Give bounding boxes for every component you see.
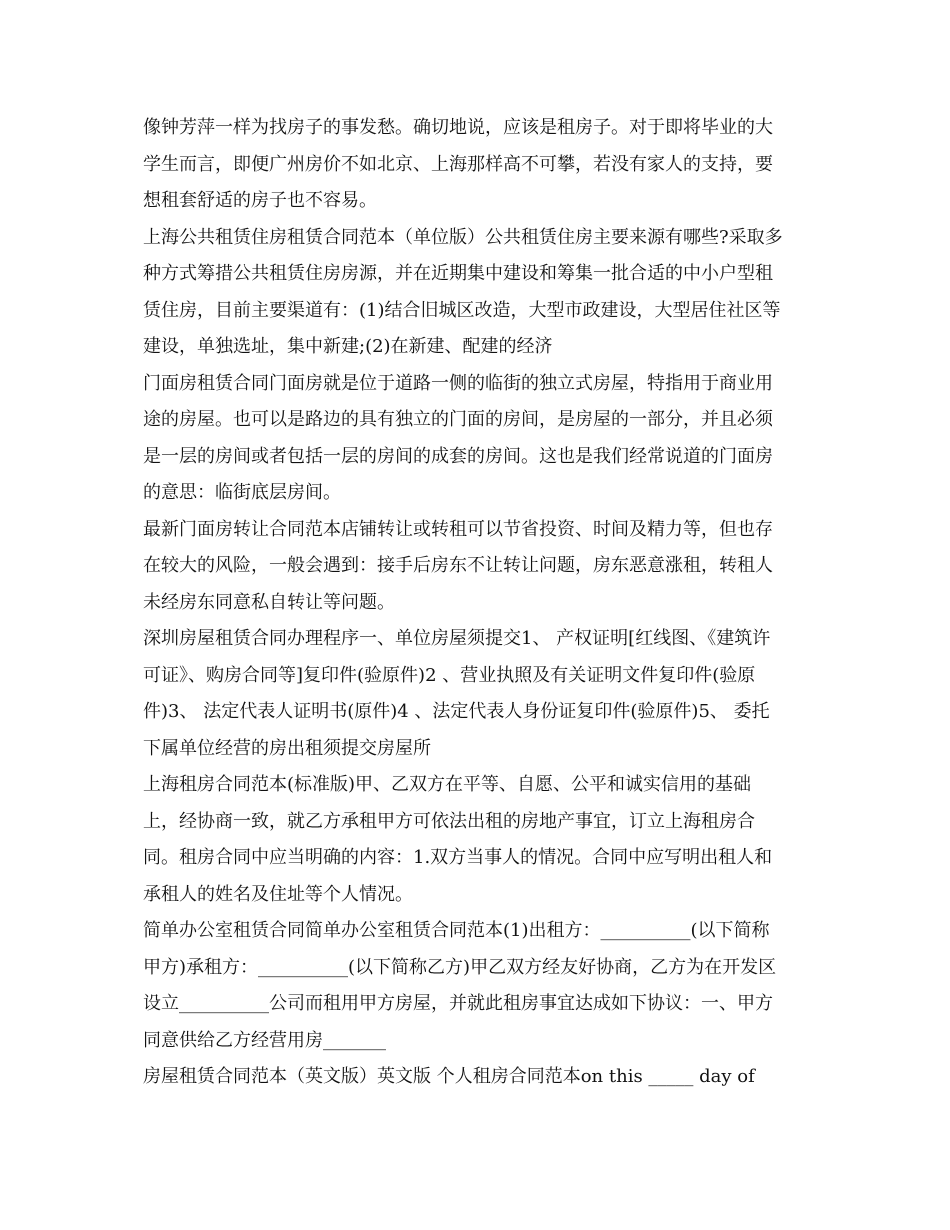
text-line: 种方式筹措公共租赁住房房源，并在近期集中建设和筹集一批合适的中小户型租 bbox=[143, 263, 773, 284]
text-line: 未经房东同意私自转让等问题。 bbox=[143, 591, 395, 613]
text-line: 深圳房屋租赁合同办理程序一、单位房屋须提交1、 产权证明[红线图、《建筑许 bbox=[143, 628, 771, 649]
text-line: 最新门面房转让合同范本店铺转让或转租可以节省投资、时间及精力等，但也存 bbox=[143, 518, 773, 540]
paragraph bbox=[143, 220, 823, 366]
text-line: 承租人的姓名及住址等个人情况。 bbox=[143, 883, 413, 905]
paragraph bbox=[143, 110, 823, 220]
text-line: 是一层的房间或者包括一层的房间的成套的房间。这也是我们经常说道的门面房 bbox=[143, 445, 773, 467]
paragraph bbox=[143, 767, 823, 913]
text-line: 设立__________公司而租用甲方房屋，并就此租房事宜达成如下协议：一、甲方 bbox=[143, 993, 773, 1014]
paragraph bbox=[143, 913, 823, 1059]
text-line: 房屋租赁合同范本（英文版）英文版 个人租房合同范本on this _____ day of bbox=[143, 1066, 755, 1087]
document-body bbox=[143, 110, 823, 1096]
text-line: 简单办公室租赁合同简单办公室租赁合同范本(1)出租方：__________(以下简称 bbox=[143, 920, 770, 941]
paragraph bbox=[143, 621, 823, 767]
text-line: 在较大的风险，一般会遇到：接手后房东不让转让问题，房东恶意涨租，转租人 bbox=[143, 555, 773, 576]
text-line: 上海公共租赁住房租赁合同范本（单位版）公共租赁住房主要来源有哪些?采取多 bbox=[143, 226, 783, 248]
text-line: 的意思：临街底层房间。 bbox=[143, 482, 341, 503]
paragraph bbox=[143, 366, 823, 512]
text-line: 门面房租赁合同门面房就是位于道路一侧的临街的独立式房屋，特指用于商业用 bbox=[143, 372, 773, 394]
text-line: 可证》、购房合同等]复印件(验原件)2 、营业执照及有关证明文件复印件(验原 bbox=[143, 664, 756, 686]
paragraph bbox=[143, 1059, 823, 1096]
text-line: 甲方)承租方：__________(以下简称乙方)甲乙双方经友好协商，乙方为在开发区 bbox=[143, 956, 777, 978]
text-line: 上，经协商一致，就乙方承租甲方可依法出租的房地产事宜，订立上海租房合 bbox=[143, 810, 755, 832]
text-line: 同。租房合同中应当明确的内容：1.双方当事人的情况。合同中应写明出租人和 bbox=[143, 847, 773, 868]
text-line: 同意供给乙方经营用房_______ bbox=[143, 1029, 386, 1051]
text-line: 像钟芳萍一样为找房子的事发愁。确切地说，应该是租房子。对于即将毕业的大 bbox=[143, 117, 773, 138]
text-line: 下属单位经营的房出租须提交房屋所 bbox=[143, 737, 431, 759]
paragraph bbox=[143, 512, 823, 622]
text-line: 上海租房合同范本(标准版)甲、乙双方在平等、自愿、公平和诚实信用的基础 bbox=[143, 774, 752, 795]
text-line: 件)3、 法定代表人证明书(原件)4 、法定代表人身份证复印件(验原件)5、 委托 bbox=[143, 701, 770, 722]
text-line: 途的房屋。也可以是路边的具有独立的门面的房间，是房屋的一部分，并且必须 bbox=[143, 409, 773, 430]
text-line: 赁住房，目前主要渠道有：(1)结合旧城区改造，大型市政建设，大型居住社区等 bbox=[143, 299, 781, 321]
text-line: 想租套舒适的房子也不容易。 bbox=[143, 190, 377, 211]
text-line: 建设，单独选址，集中新建;(2)在新建、配建的经济 bbox=[143, 336, 553, 357]
text-line: 学生而言，即便广州房价不如北京、上海那样高不可攀，若没有家人的支持，要 bbox=[143, 153, 773, 175]
